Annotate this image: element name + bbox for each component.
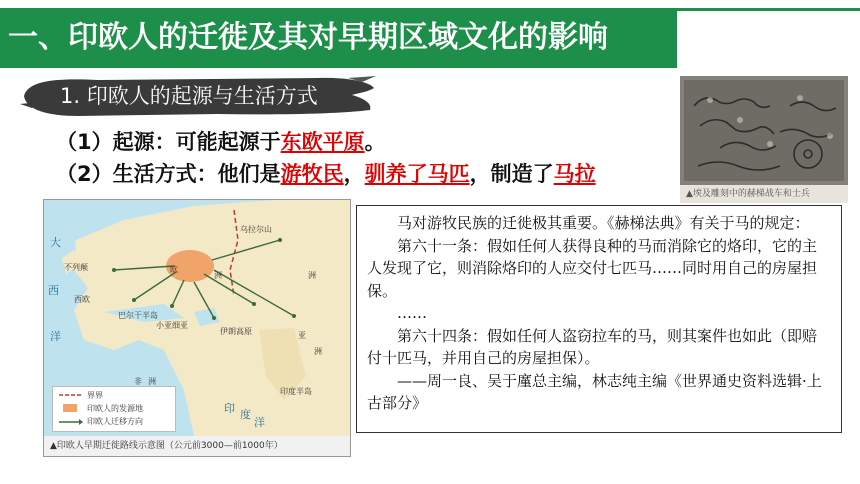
- map-label-britain: 不列颠: [64, 263, 88, 272]
- photo-caption: ▲埃及雕刻中的赫梯战车和士兵: [680, 185, 848, 203]
- legend-boundary: 界界: [87, 391, 103, 400]
- map-label-europe-zhou: 洲: [214, 271, 222, 280]
- map-label-atlantic-2: 西: [48, 284, 59, 297]
- map-label-asia-zhou: 洲: [314, 347, 322, 356]
- relief-carving-image: [680, 76, 848, 185]
- title-rule: [677, 8, 860, 11]
- map-label-africa-zhou: 洲: [148, 377, 156, 386]
- map-label-africa: 非: [134, 377, 142, 386]
- map-label-atlantic-1: 大: [50, 236, 61, 249]
- map-label-india: 印度半岛: [280, 387, 312, 396]
- migration-map: [43, 199, 351, 457]
- quote-paragraph-article-64: 第六十四条：假如任何人盗窃拉车的马，则其案件也如此（即赔付十匹马，并用自己的房屋担保）。: [367, 326, 818, 367]
- origin-line: [56, 126, 386, 156]
- lifestyle-highlight-nomads: 游牧民: [280, 162, 344, 186]
- map-label-iran-plateau: 伊朗高原: [220, 327, 252, 336]
- map-label-asia-zhou-2: 洲: [308, 271, 316, 280]
- map-label-europe: 欧: [170, 265, 178, 274]
- map-label-ocean: 洋: [254, 416, 265, 429]
- quote-source: ——周一良、吴于廑总主编，林志纯主编《世界通史资料选辑·上古部分》: [367, 371, 822, 412]
- map-label-indian-2: 度: [240, 408, 251, 421]
- legend-homeland: 印欧人的发源地: [87, 404, 143, 413]
- quote-paragraph-intro: 马对游牧民族的迁徙极其重要。《赫梯法典》有关于马的规定：: [397, 214, 810, 232]
- lifestyle-sep1: ，: [343, 162, 365, 186]
- legend-migration: 印欧人迁移方向: [87, 417, 143, 426]
- hittite-chariot-photo: [680, 76, 848, 203]
- map-label-indian-1: 印: [224, 402, 235, 415]
- lifestyle-sep2: ，制造了: [469, 162, 554, 186]
- lifestyle-prefix: （2）生活方式：他们是: [56, 162, 281, 186]
- page-title: 一、印欧人的迁徙及其对早期区域文化的影响: [0, 8, 677, 68]
- origin-prefix: （1）起源：可能起源于: [56, 130, 281, 154]
- map-label-atlantic-3: 洋: [50, 330, 61, 343]
- map-label-asia-minor: 小亚细亚: [156, 321, 188, 330]
- lifestyle-line: [56, 158, 596, 188]
- origin-suffix: 。: [364, 130, 386, 154]
- map-label-asia: 亚: [298, 331, 306, 340]
- hittite-law-quote: [356, 205, 842, 433]
- legend-swatches: [55, 387, 85, 431]
- map-legend: [52, 386, 176, 432]
- section-subtitle: 1. 印欧人的起源与生活方式: [60, 84, 318, 108]
- map-caption: ▲印欧人早期迁徙路线示意图（公元前3000—前1000年）: [44, 436, 350, 456]
- map-label-ural: 乌拉尔山: [240, 225, 272, 234]
- lifestyle-highlight-chariot: 马拉: [553, 162, 596, 186]
- lifestyle-highlight-horses: 驯养了马匹: [364, 162, 470, 186]
- quote-paragraph-ellipsis: ……: [397, 304, 427, 322]
- quote-paragraph-article-61: 第六十一条：假如任何人获得良种的马而消除它的烙印，它的主人发现了它，则消除烙印的人应交付七匹马……同时用自己的房屋担保。: [367, 236, 818, 300]
- origin-highlight: 东欧平原: [280, 130, 365, 154]
- map-label-balkans: 巴尔干半岛: [118, 311, 158, 320]
- map-label-west-europe: 西欧: [74, 295, 90, 304]
